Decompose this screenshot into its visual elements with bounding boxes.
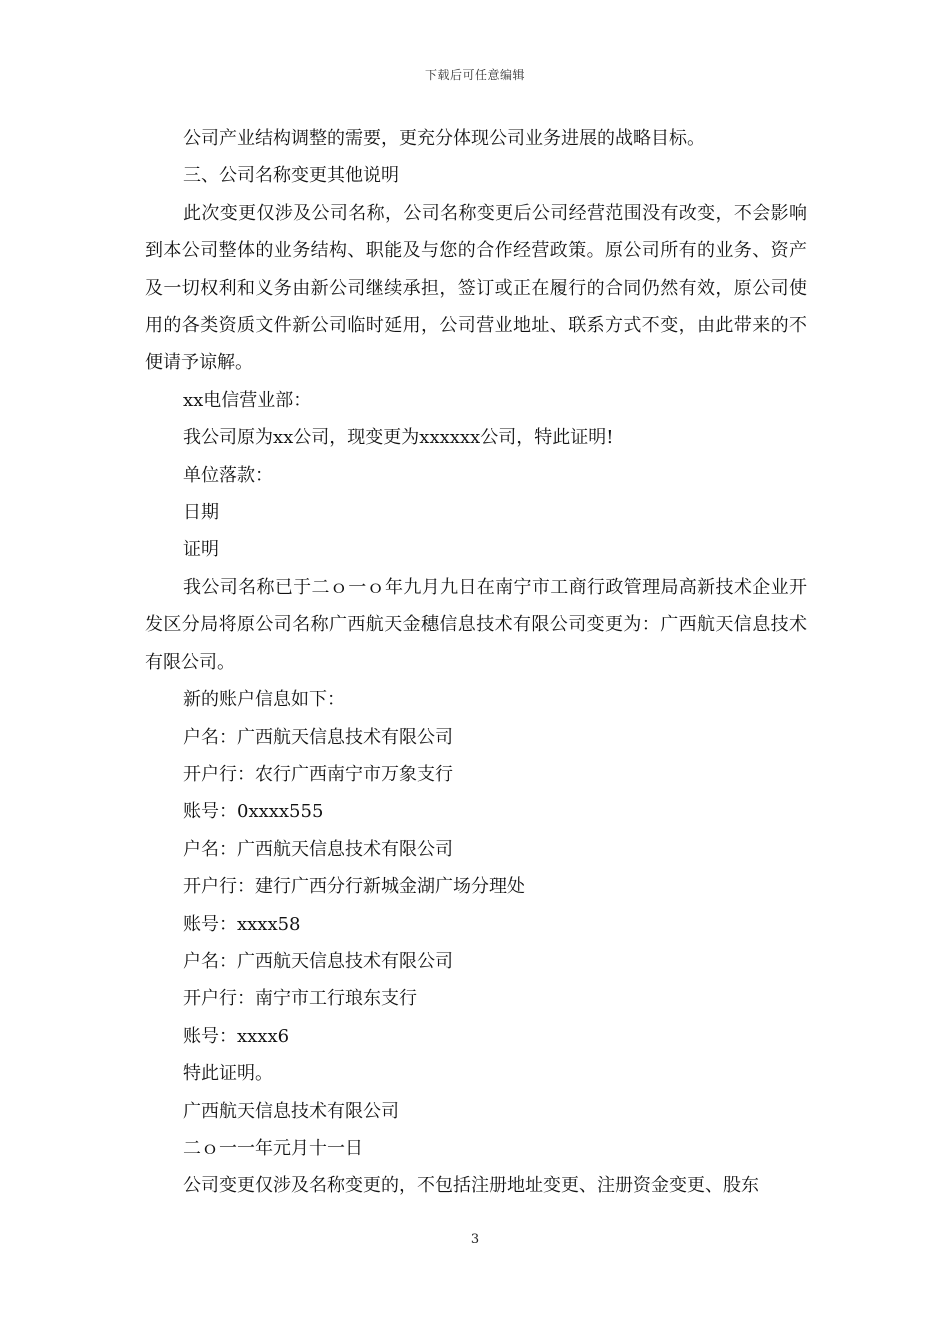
paragraph: 特此证明。 — [183, 1063, 273, 1085]
page-header: 下载后可任意编辑 — [424, 68, 525, 82]
account-bank: 开户行：南宁市工行琅东支行 — [183, 988, 417, 1010]
document-body — [145, 120, 807, 1205]
page-number: 3 — [470, 1232, 480, 1247]
paragraph: 我公司原为xx公司，现变更为xxxxxx公司，特此证明! — [183, 427, 614, 449]
account-name: 户名：广西航天信息技术有限公司 — [183, 950, 453, 972]
section-heading: 证明 — [183, 539, 219, 561]
account-name: 户名：广西航天信息技术有限公司 — [183, 726, 453, 748]
account-number: 账号：0xxxx555 — [183, 801, 324, 823]
paragraph: 此次变更仅涉及公司名称，公司名称变更后公司经营范围没有改变，不会影响到本公司整体的业务结构、职能及与您的合作经营政策。原公司所有的业务、资产及一切权利和义务由新公司继续承担，签订或正在履行的合同仍然有效，原公司使用的各类资质文件新公司临时延用，公司营业地址、联系方式不变，由此带来的不便请予谅解。 — [145, 202, 807, 374]
section-heading: 三、公司名称变更其他说明 — [183, 165, 399, 187]
paragraph: 公司产业结构调整的需要，更充分体现公司业务进展的战略目标。 — [183, 128, 705, 149]
account-number: 账号：xxxx6 — [183, 1025, 290, 1047]
paragraph: 日期 — [183, 502, 219, 524]
paragraph: xx电信营业部： — [183, 389, 312, 411]
paragraph: 单位落款： — [183, 464, 273, 486]
paragraph: 公司变更仅涉及名称变更的，不包括注册地址变更、注册资金变更、股东 — [183, 1175, 759, 1197]
paragraph: 我公司名称已于二ｏ一ｏ年九月九日在南宁市工商行政管理局高新技术企业开发区分局将原公司名称广西航天金穗信息技术有限公司变更为：广西航天信息技术有限公司。 — [145, 576, 807, 673]
account-bank: 开户行：农行广西南宁市万象支行 — [183, 763, 453, 785]
account-bank: 开户行：建行广西分行新城金湖广场分理处 — [183, 876, 525, 898]
account-name: 户名：广西航天信息技术有限公司 — [183, 838, 453, 860]
signature-company: 广西航天信息技术有限公司 — [183, 1100, 399, 1122]
signature-date: 二ｏ一一年元月十一日 — [183, 1137, 363, 1159]
paragraph: 新的账户信息如下： — [183, 689, 345, 711]
account-number: 账号：xxxx58 — [183, 913, 301, 935]
